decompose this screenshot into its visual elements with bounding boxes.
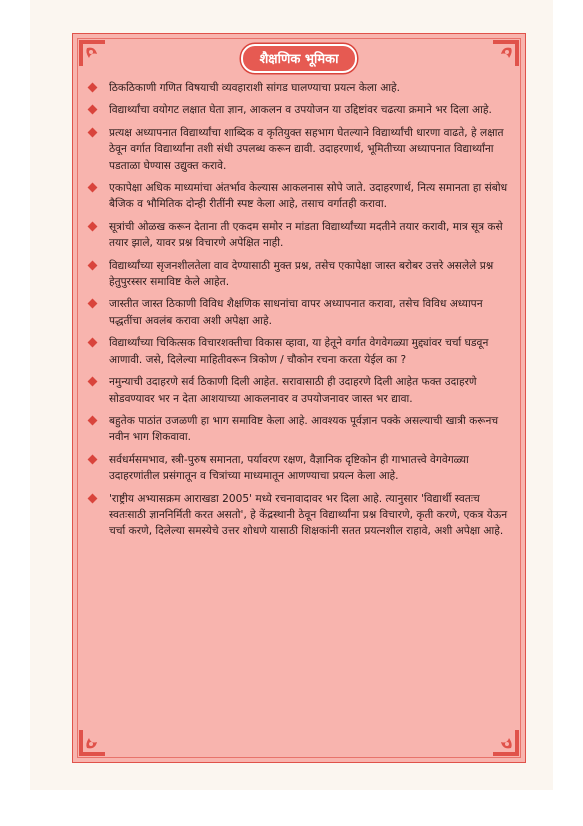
diamond-bullet-icon (88, 299, 98, 309)
point-text: नमुन्याची उदाहरणे सर्व ठिकाणी दिली आहेत. सरावासाठी ही उदाहरणे दिली आहेत फक्त उदाहरणे सोडवण्यावर भर न देता आशयाच्या आकलनावर व उपयोजनावर जास्त भर द्यावा. (109, 376, 477, 405)
list-item (87, 258, 511, 291)
list-item (87, 335, 511, 368)
corner-ornament-icon (77, 728, 107, 758)
point-text: विद्यार्थ्यांच्या सृजनशीलतेला वाव देण्यासाठी मुक्त प्रश्न, तसेच एकापेक्षा जास्त बरोबर उत्तरे असलेले प्रश्न हेतुपुरस्सर समाविष्ट केले आहेत. (109, 259, 494, 289)
list-item (87, 296, 511, 329)
diamond-bullet-icon (88, 415, 98, 425)
content-panel (72, 33, 526, 763)
point-text: सर्वधर्मसमभाव, स्त्री-पुरुष समानता, पर्यावरण रक्षण, वैज्ञानिक दृष्टिकोन ही गाभातत्त्वे वेगवेगळ्या उदाहरणांतील प्रसंगातून व चित्रांच्या माध्यमातून आणण्याचा प्रयत्न केला आहे. (109, 453, 469, 483)
list-item (87, 219, 511, 252)
list-item (87, 413, 511, 446)
point-text: विद्यार्थ्यांच्या चिकित्सक विचारशक्तीचा विकास व्हावा, या हेतूने वर्गात वेगवेगळ्या मुद्द्यांवर चर्चा घडवून आणावी. जसे, दिलेल्या माहितीवरून त्रिकोण / चौकोन रचना करता येईल का ? (109, 337, 489, 366)
diamond-bullet-icon (88, 105, 98, 115)
list-item (87, 452, 511, 485)
point-text: जास्तीत जास्त ठिकाणी विविध शैक्षणिक साधनांचा वापर अध्यापनात करावा, तसेच विविध अध्यापन पद्धतींचा अवलंब करावा अशी अपेक्षा आहे. (109, 298, 483, 327)
corner-ornament-icon (491, 728, 521, 758)
list-item (87, 102, 511, 118)
diamond-bullet-icon (88, 338, 98, 348)
list-item (87, 374, 511, 407)
point-text: बहुतेक पाठांत उजळणी हा भाग समाविष्ट केला आहे. आवश्यक पूर्वज्ञान पक्के असल्याची खात्री करूनच नवीन भाग शिकवावा. (109, 414, 499, 444)
point-text: सूत्रांची ओळख करून देताना ती एकदम समोर न मांडता विद्यार्थ्यांच्या मदतीने तयार करावी, मात्र सूत्र कसे तयार झाले, यावर प्रश्न विचारणे अपेक्षित नाही. (109, 220, 503, 250)
list-item (87, 180, 511, 213)
list-item (87, 80, 511, 96)
diamond-bullet-icon (88, 221, 98, 231)
title-wrapper (73, 44, 525, 73)
point-text: एकापेक्षा अधिक माध्यमांचा अंतर्भाव केल्यास आकलनास सोपे जाते. उदाहरणार्थ, नित्य समानता हा संबोध बैजिक व भौमितिक दोन्ही रीतींनी स्पष्ट केला आहे, तसाच वर्गातही करावा. (109, 182, 508, 211)
diamond-bullet-icon (88, 260, 98, 270)
diamond-bullet-icon (88, 83, 98, 93)
list-item (87, 125, 511, 174)
diamond-bullet-icon (88, 454, 98, 464)
diamond-bullet-icon (88, 127, 98, 137)
list-item (87, 491, 511, 540)
diamond-bullet-icon (88, 377, 98, 387)
diamond-bullet-icon (88, 183, 98, 193)
point-text: विद्यार्थ्यांचा वयोगट लक्षात घेता ज्ञान, आकलन व उपयोजन या उद्दिष्टांवर चढत्या क्रमाने भर दिला आहे. (109, 104, 492, 117)
page-title: शैक्षणिक भूमिका (241, 44, 356, 73)
point-text: प्रत्यक्ष अध्यापनात विद्यार्थ्यांचा शाब्दिक व कृतियुक्त सहभाग घेतल्याने विद्यार्थ्यांची धारणा वाढते, हे लक्षात ठेवून वर्गात विद्यार्थ्यांना तशी संधी उपलब्ध करून द्यावी. उदाहरणार्थ, भूमितीच्या अध्यापनात विद्यार्थ्यांना पडताळा घेण्यास उद्युक्त करावे. (109, 126, 504, 172)
diamond-bullet-icon (88, 493, 98, 503)
point-text: ठिकठिकाणी गणित विषयाची व्यवहाराशी सांगड घालण्याचा प्रयत्न केला आहे. (109, 82, 401, 94)
points-list (87, 80, 511, 546)
point-text: 'राष्ट्रीय अभ्यासक्रम आराखडा 2005' मध्ये रचनावादावर भर दिला आहे. त्यानुसार 'विद्यार्थी स्वतःच स्वतःसाठी ज्ञाननिर्मिती करत असतो', हे केंद्रस्थानी ठेवून विद्यार्थ्यांना प्रश्न विचारणे, कृती करणे, एकत्र येऊन चर्चा करणे, दिलेल्या समस्येचे उत्तर शोधणे यासाठी शिक्षकांनी सतत प्रयत्नशील राहावे, अशी अपेक्षा आहे. (109, 492, 508, 538)
